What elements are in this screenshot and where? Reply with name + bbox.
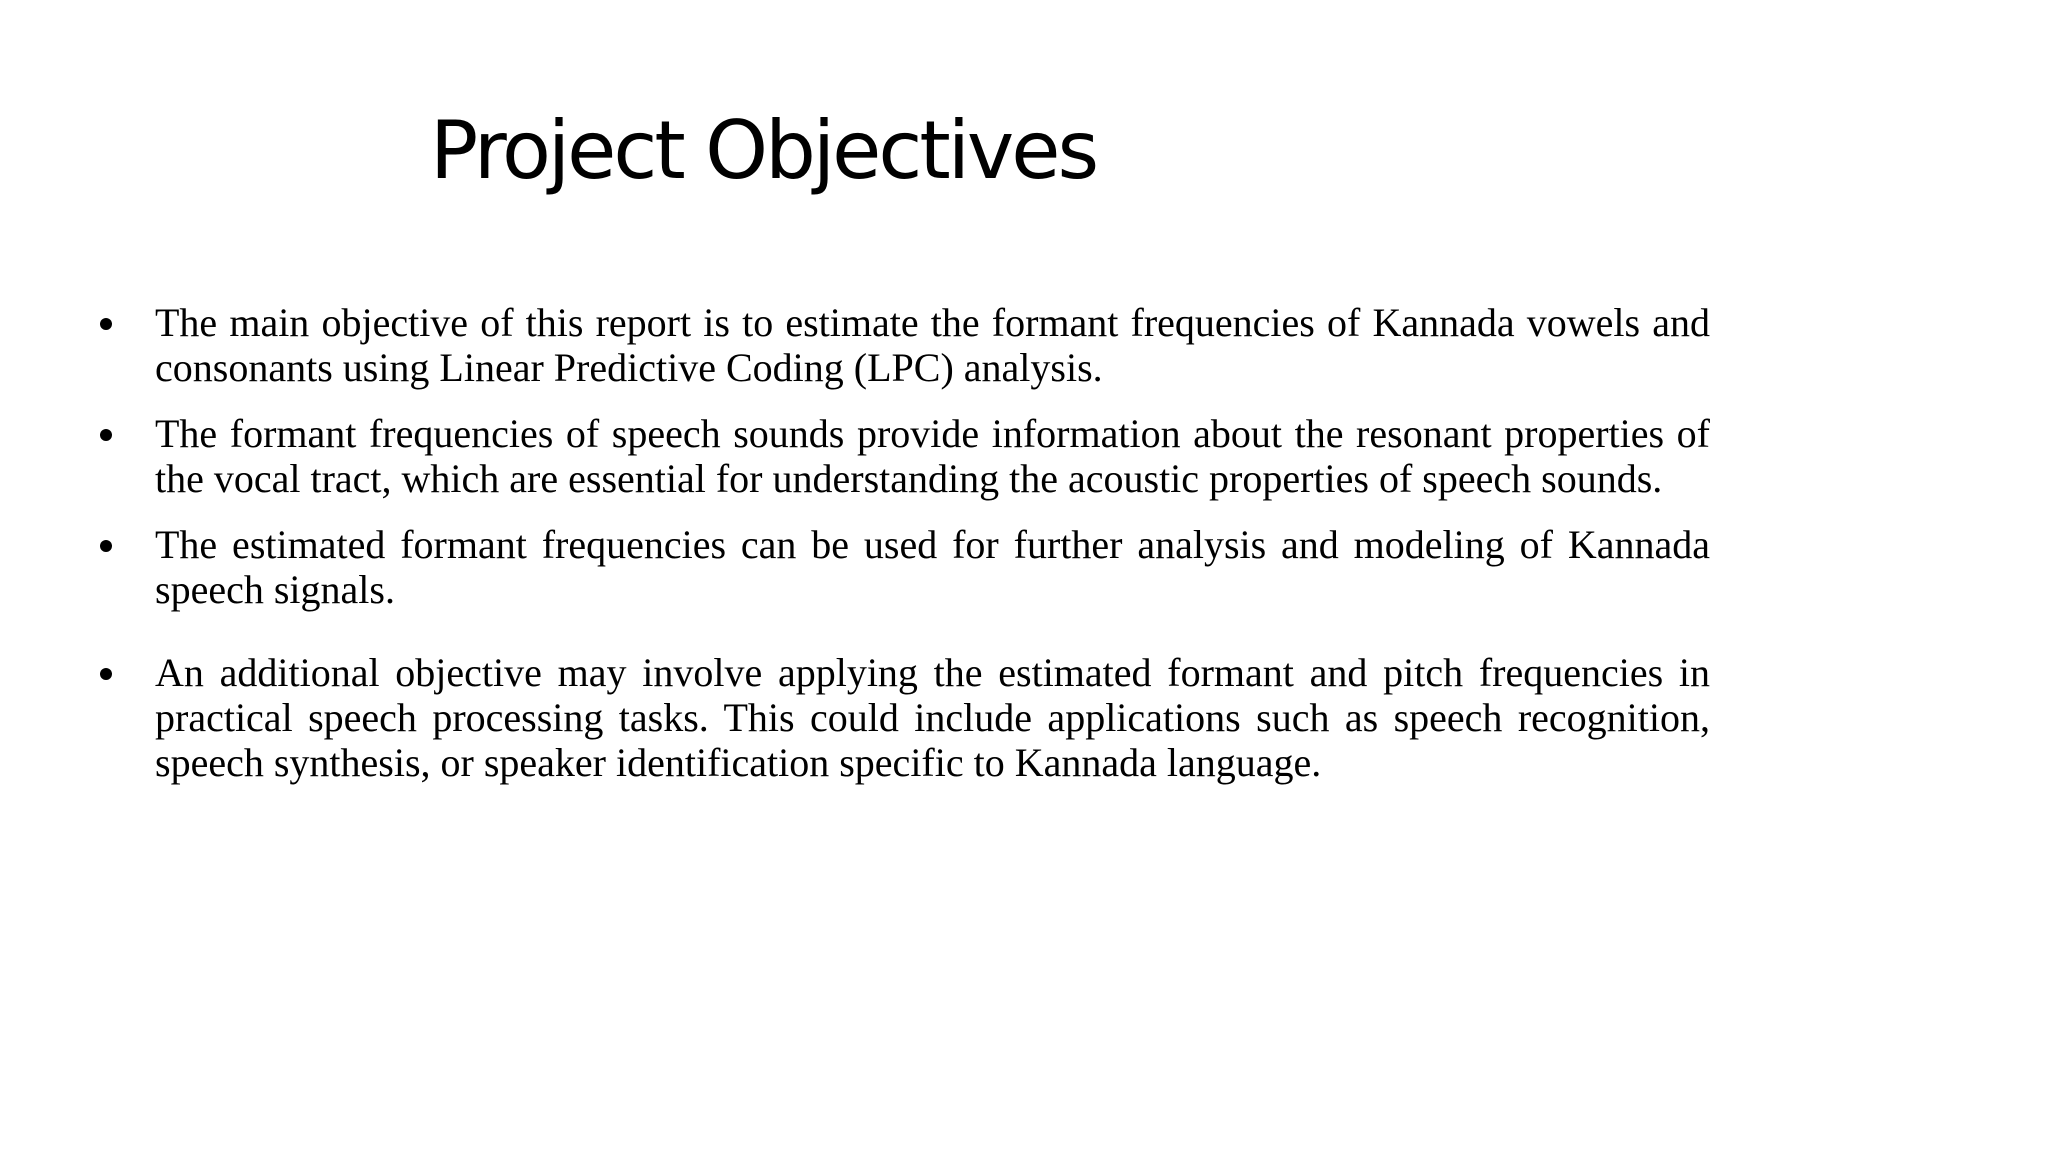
bullet-dot-icon — [100, 318, 112, 330]
bullet-item — [155, 411, 1710, 501]
bullet-item — [155, 650, 1710, 785]
bullet-dot-icon — [100, 668, 112, 680]
bullet-item — [155, 300, 1710, 390]
bullet-dot-icon — [100, 540, 112, 552]
bullet-list — [155, 300, 1710, 785]
bullet-text: The main objective of this report is to estimate the formant frequencies of Kannada vowels and consonants using Linear Predictive Coding (LPC) analysis. — [155, 300, 1710, 390]
bullet-text: The formant frequencies of speech sounds provide information about the resonant properties of the vocal tract, which are essential for understanding the acoustic properties of speech sounds. — [155, 411, 1710, 501]
bullet-item — [155, 522, 1710, 612]
bullet-dot-icon — [100, 429, 112, 441]
bullet-text: The estimated formant frequencies can be used for further analysis and modeling of Kannada speech signals. — [155, 522, 1710, 612]
bullet-text: An additional objective may involve applying the estimated formant and pitch frequencies in practical speech processing tasks. This could include applications such as speech recognition, speech synthesis, or speaker identification specific to Kannada language. — [155, 650, 1710, 785]
slide-title: Project Objectives — [430, 104, 1097, 197]
